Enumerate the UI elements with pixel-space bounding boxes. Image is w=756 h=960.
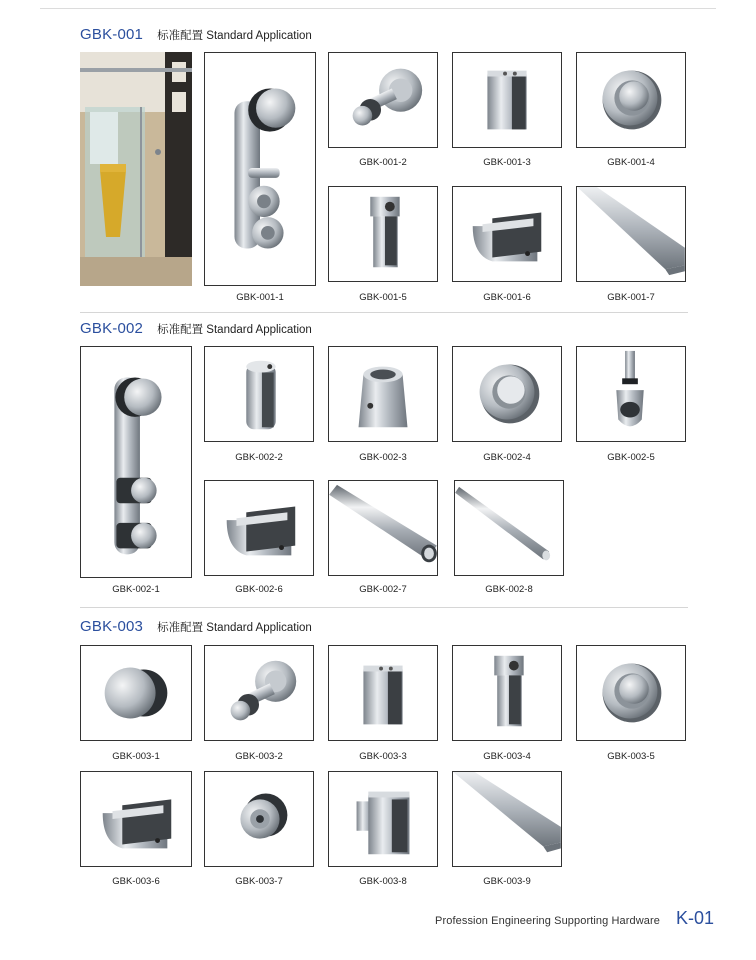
section-divider [80, 312, 688, 313]
product-label: GBK-002-5 [607, 452, 655, 463]
product-label: GBK-001-4 [607, 157, 655, 168]
product-tile-gbk-002-7[interactable] [328, 480, 438, 576]
product-tile-gbk-003-8[interactable] [328, 771, 438, 867]
section-header-gbk-003 [80, 618, 312, 635]
product-tile-gbk-003-3[interactable] [328, 645, 438, 741]
section-divider [80, 607, 688, 608]
product-label: GBK-003-7 [235, 876, 283, 887]
product-label: GBK-002-8 [485, 584, 533, 595]
product-label: GBK-001-3 [483, 157, 531, 168]
section-code: GBK-003 [80, 618, 144, 635]
product-label: GBK-001-7 [607, 292, 655, 303]
section-subtitle: 标准配置 Standard Application [157, 622, 312, 634]
section-header-gbk-001 [80, 26, 312, 43]
product-tile-gbk-003-2[interactable] [204, 645, 314, 741]
product-label: GBK-002-4 [483, 452, 531, 463]
product-tile-gbk-001-4[interactable] [576, 52, 686, 148]
section-code: GBK-002 [80, 320, 144, 337]
product-tile-gbk-002-4[interactable] [452, 346, 562, 442]
section-subtitle: 标准配置 Standard Application [157, 324, 312, 336]
footer-tagline: Profession Engineering Supporting Hardware [435, 915, 660, 927]
product-tile-gbk-003-1[interactable] [80, 645, 192, 741]
section-header-gbk-002 [80, 320, 312, 337]
section-code: GBK-001 [80, 26, 144, 43]
product-tile-gbk-001-1[interactable] [204, 52, 316, 286]
product-tile-gbk-002-6[interactable] [204, 480, 314, 576]
product-label: GBK-001-5 [359, 292, 407, 303]
product-tile-gbk-003-5[interactable] [576, 645, 686, 741]
shower-room-photo [80, 52, 192, 286]
product-label: GBK-002-7 [359, 584, 407, 595]
product-tile-gbk-001-5[interactable] [328, 186, 438, 282]
product-label: GBK-003-9 [483, 876, 531, 887]
product-label: GBK-003-2 [235, 751, 283, 762]
product-tile-gbk-002-3[interactable] [328, 346, 438, 442]
section-subtitle: 标准配置 Standard Application [157, 30, 312, 42]
product-label: GBK-002-2 [235, 452, 283, 463]
product-tile-gbk-003-9[interactable] [452, 771, 562, 867]
product-label: GBK-001-1 [236, 292, 284, 303]
product-label: GBK-003-1 [112, 751, 160, 762]
product-label: GBK-003-8 [359, 876, 407, 887]
product-label: GBK-003-4 [483, 751, 531, 762]
product-tile-gbk-003-6[interactable] [80, 771, 192, 867]
product-label: GBK-002-1 [112, 584, 160, 595]
product-tile-gbk-002-5[interactable] [576, 346, 686, 442]
product-label: GBK-002-3 [359, 452, 407, 463]
product-label: GBK-001-2 [359, 157, 407, 168]
product-tile-gbk-002-2[interactable] [204, 346, 314, 442]
product-tile-gbk-002-8[interactable] [454, 480, 564, 576]
product-label: GBK-001-6 [483, 292, 531, 303]
product-tile-gbk-001-6[interactable] [452, 186, 562, 282]
product-tile-gbk-001-3[interactable] [452, 52, 562, 148]
product-label: GBK-002-6 [235, 584, 283, 595]
product-tile-gbk-003-4[interactable] [452, 645, 562, 741]
product-label: GBK-003-6 [112, 876, 160, 887]
product-label: GBK-003-5 [607, 751, 655, 762]
page-number: K-01 [675, 908, 714, 928]
product-label: GBK-003-3 [359, 751, 407, 762]
top-rule [40, 8, 716, 9]
product-tile-gbk-003-7[interactable] [204, 771, 314, 867]
product-tile-gbk-001-7[interactable] [576, 186, 686, 282]
product-tile-gbk-002-1[interactable] [80, 346, 192, 578]
product-tile-gbk-001-2[interactable] [328, 52, 438, 148]
